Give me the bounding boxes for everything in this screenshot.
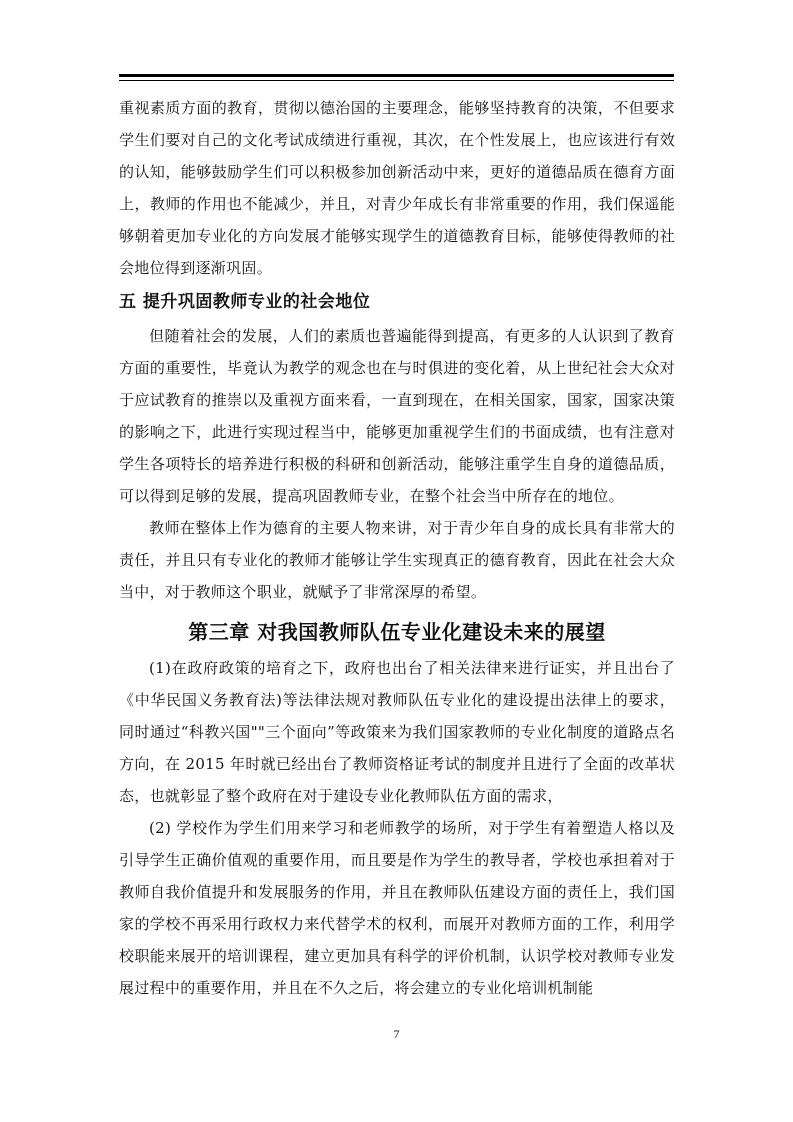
body-paragraph: 教师在整体上作为德育的主要人物来讲，对于青少年自身的成长具有非常大的责任，并且只有专业化的教师才能够让学生实现真正的德育教育，因此在社会大众当中，对于教师这个职业，就赋予了非常深厚的希望。: [119, 519, 675, 601]
section-heading: 五 提升巩固教师专业的社会地位: [119, 292, 371, 312]
body-paragraph: 重视素质方面的教育，贯彻以德治国的主要理念，能够坚持教育的决策，不但要求学生们要对自己的文化考试成绩进行重视，其次，在个性发展上，也应该进行有效的认知，能够鼓励学生们可以积极参加创新活动中来，更好的道德品质在德育方面上，教师的作用也不能减少，并且，对青少年成长有非常重要的作用，我们保遥能够朝着更加专业化的方向发展才能够实现学生的道德教育目标，能够使得教师的社会地位得到逐渐巩固。: [119, 99, 675, 277]
chapter-heading: 第三章 对我国教师队伍专业化建设未来的展望: [188, 620, 606, 644]
body-paragraph: 但随着社会的发展，人们的素质也普遍能得到提高，有更多的人认识到了教育方面的重要性，毕竟认为教学的观念也在与时俱进的变化着，从上世纪社会大众对于应试教育的推崇以及重视方面来看，一直到现在，在相关国家，国家，国家决策的影响之下，此进行实现过程当中，能够更加重视学生们的书面成绩，也有注意对学生各项特长的培养进行积极的科研和创新活动，能够注重学生自身的道德品质，可以得到足够的发展，提高巩固教师专业，在整个社会当中所存在的地位。: [119, 327, 675, 505]
header-rule-thin: [119, 80, 674, 81]
header-rule-thick: [119, 74, 674, 77]
page-body: [119, 92, 675, 1004]
body-paragraph: (2) 学校作为学生们用来学习和老师教学的场所，对于学生有着塑造人格以及引导学生正确价值观的重要作用，而且要是作为学生的教导者，学校也承担着对于教师自我价值提升和发展服务的作用，并且在教师队伍建设方面的责任上，我们国家的学校不再采用行政权力来代替学术的权利，而展开对教师方面的工作，利用学校职能来展开的培训课程，建立更加具有科学的评价机制，认识学校对教师专业发展过程中的重要作用，并且在不久之后，将会建立的专业化培训机制能: [119, 819, 675, 997]
page-number: 7: [393, 1027, 400, 1041]
body-paragraph: (1)在政府政策的培育之下，政府也出台了相关法律来进行证实，并且出台了《中华民国义务教育法)等法律法规对教师队伍专业化的建设提出法律上的要求，同时通过“科教兴国""三个面向”等政策来为我们国家教师的专业化制度的道路点名方向，在 2015 年时就已经出台了教师资格证考试的制度并且进行了全面的改革状态，也就彰显了整个政府在对于建设专业化教师队伍方面的需求，: [119, 659, 675, 805]
